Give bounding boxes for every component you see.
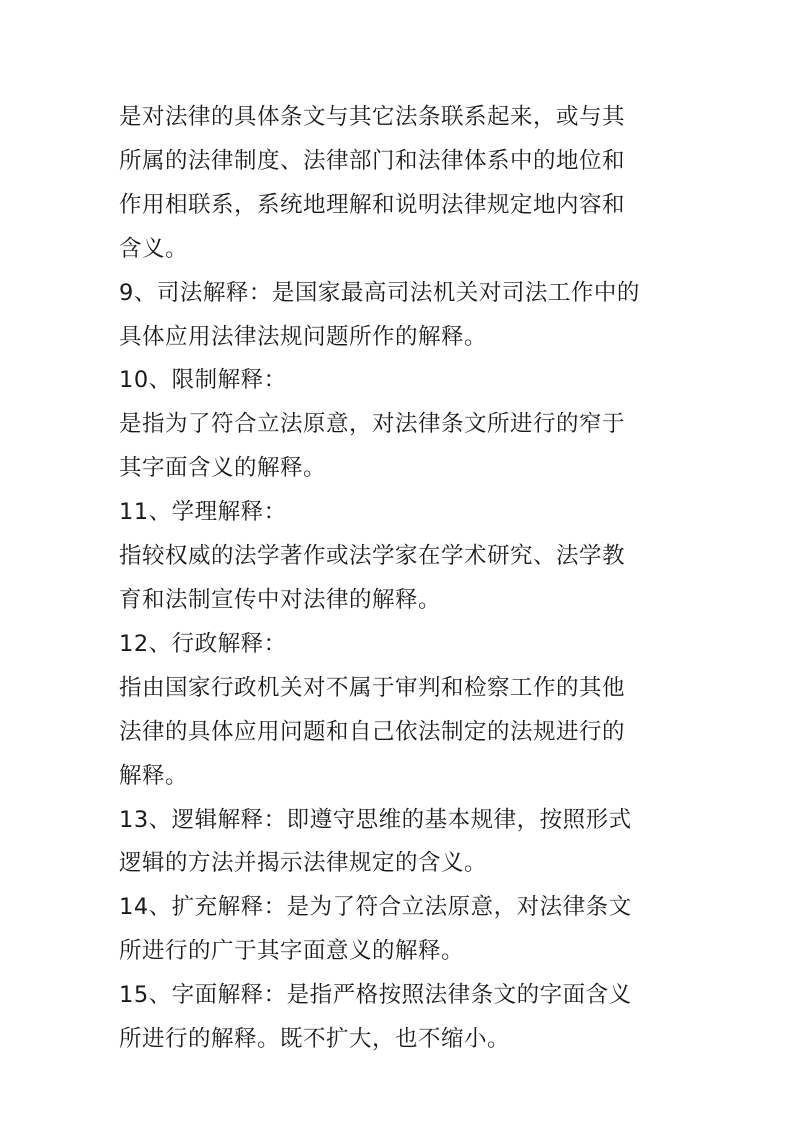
paragraph-restrictive-interpretation: 是指为了符合立法原意，对法律条文所进行的窄于 其字面含义的解释。 [119,411,626,482]
heading-restrictive-interpretation: 10、限制解释： [119,367,287,394]
heading-administrative-interpretation: 12、行政解释： [119,630,287,657]
document-body [119,96,679,1062]
paragraph-doctrinal-interpretation: 指较权威的法学著作或法学家在学术研究、法学教 育和法制宣传中对法律的解释。 [119,543,626,613]
paragraph-extensive-interpretation: 14、扩充解释：是为了符合立法原意，对法律条文 所进行的广于其字面意义的解释。 [119,894,632,965]
paragraph-literal-interpretation: 15、字面解释：是指严格按照法律条文的字面含义 所进行的解释。既不扩大，也不缩小。 [119,982,632,1053]
paragraph-judicial-interpretation: 9、司法解释：是国家最高司法机关对司法工作中的 具体应用法律法规问题所作的解释。 [119,279,640,350]
paragraph-logical-interpretation: 13、逻辑解释：即遵守思维的基本规律，按照形式 逻辑的方法并揭示法律规定的含义。 [119,806,632,877]
paragraph-context-continuation: 是对法律的具体条文与其它法条联系起来，或与其 所属的法律制度、法律部门和法律体系中的地位和 作用相联系，系统地理解和说明法律规定地内容和 含义。 [119,104,626,262]
paragraph-administrative-interpretation: 指由国家行政机关对不属于审判和检察工作的其他 法律的具体应用问题和自己依法制定的法规进行的 解释。 [119,674,626,789]
heading-doctrinal-interpretation: 11、学理解释： [119,499,287,526]
